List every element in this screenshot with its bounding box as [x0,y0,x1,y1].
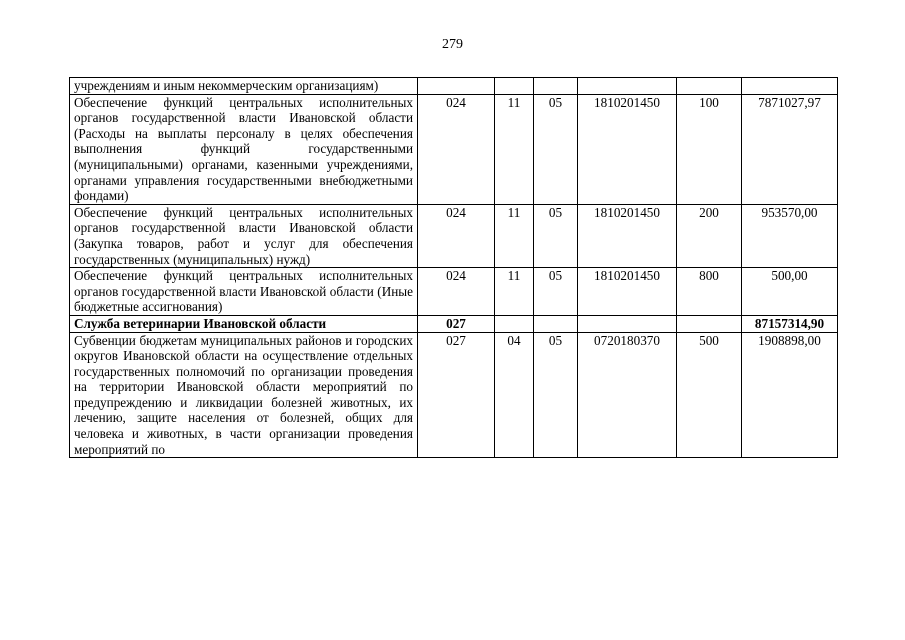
section-code: 11 [495,94,534,204]
expense-type-code: 800 [677,268,742,316]
ministry-code: 027 [418,332,495,458]
ministry-code: 024 [418,94,495,204]
ministry-code [418,78,495,95]
section-code [495,315,534,332]
subsection-code [534,315,578,332]
amount: 500,00 [742,268,838,316]
amount: 953570,00 [742,204,838,267]
page-number: 279 [442,37,463,52]
table-row [70,78,838,95]
target-code: 0720180370 [578,332,677,458]
subsection-code: 05 [534,332,578,458]
ministry-code: 024 [418,204,495,267]
amount: 87157314,90 [742,315,838,332]
amount: 1908898,00 [742,332,838,458]
subsection-code: 05 [534,204,578,267]
expense-type-code [677,78,742,95]
row-name: учреждениям и иным некоммерческим организациям) [70,78,418,95]
target-code: 1810201450 [578,204,677,267]
amount: 7871027,97 [742,94,838,204]
target-code [578,315,677,332]
table-row [70,204,838,267]
section-code: 04 [495,332,534,458]
row-name: Обеспечение функций центральных исполнительных органов государственной власти Ивановской области (Расходы на выплаты персоналу в целях обеспечения выполнения функций государственными (муниципальными) органами, казенными учреждениями, органами управления государственными внебюджетными фондами) [70,94,418,204]
target-code: 1810201450 [578,94,677,204]
target-code: 1810201450 [578,268,677,316]
budget-table [69,77,838,458]
ministry-code: 024 [418,268,495,316]
table-row-section-header [70,315,838,332]
expense-type-code: 200 [677,204,742,267]
table-row [70,268,838,316]
table-row [70,332,838,458]
amount [742,78,838,95]
expense-type-code: 100 [677,94,742,204]
section-code [495,78,534,95]
row-name: Субвенции бюджетам муниципальных районов и городских округов Ивановской области на осуществление отдельных государственных полномочий по организации проведения на территории Ивановской области мероприятий по предупреждению и ликвидации болезней животных, их лечению, защите населения от болезней, общих для человека и животных, в части организации проведения мероприятий по [70,332,418,458]
section-code: 11 [495,268,534,316]
ministry-code: 027 [418,315,495,332]
subsection-code: 05 [534,94,578,204]
subsection-code: 05 [534,268,578,316]
target-code [578,78,677,95]
subsection-code [534,78,578,95]
row-name: Обеспечение функций центральных исполнительных органов государственной власти Ивановской области (Закупка товаров, работ и услуг для обеспечения государственных (муниципальных) нужд) [70,204,418,267]
table-row [70,94,838,204]
expense-type-code [677,315,742,332]
row-name: Служба ветеринарии Ивановской области [70,315,418,332]
row-name: Обеспечение функций центральных исполнительных органов государственной власти Ивановской области (Иные бюджетные ассигнования) [70,268,418,316]
section-code: 11 [495,204,534,267]
expense-type-code: 500 [677,332,742,458]
